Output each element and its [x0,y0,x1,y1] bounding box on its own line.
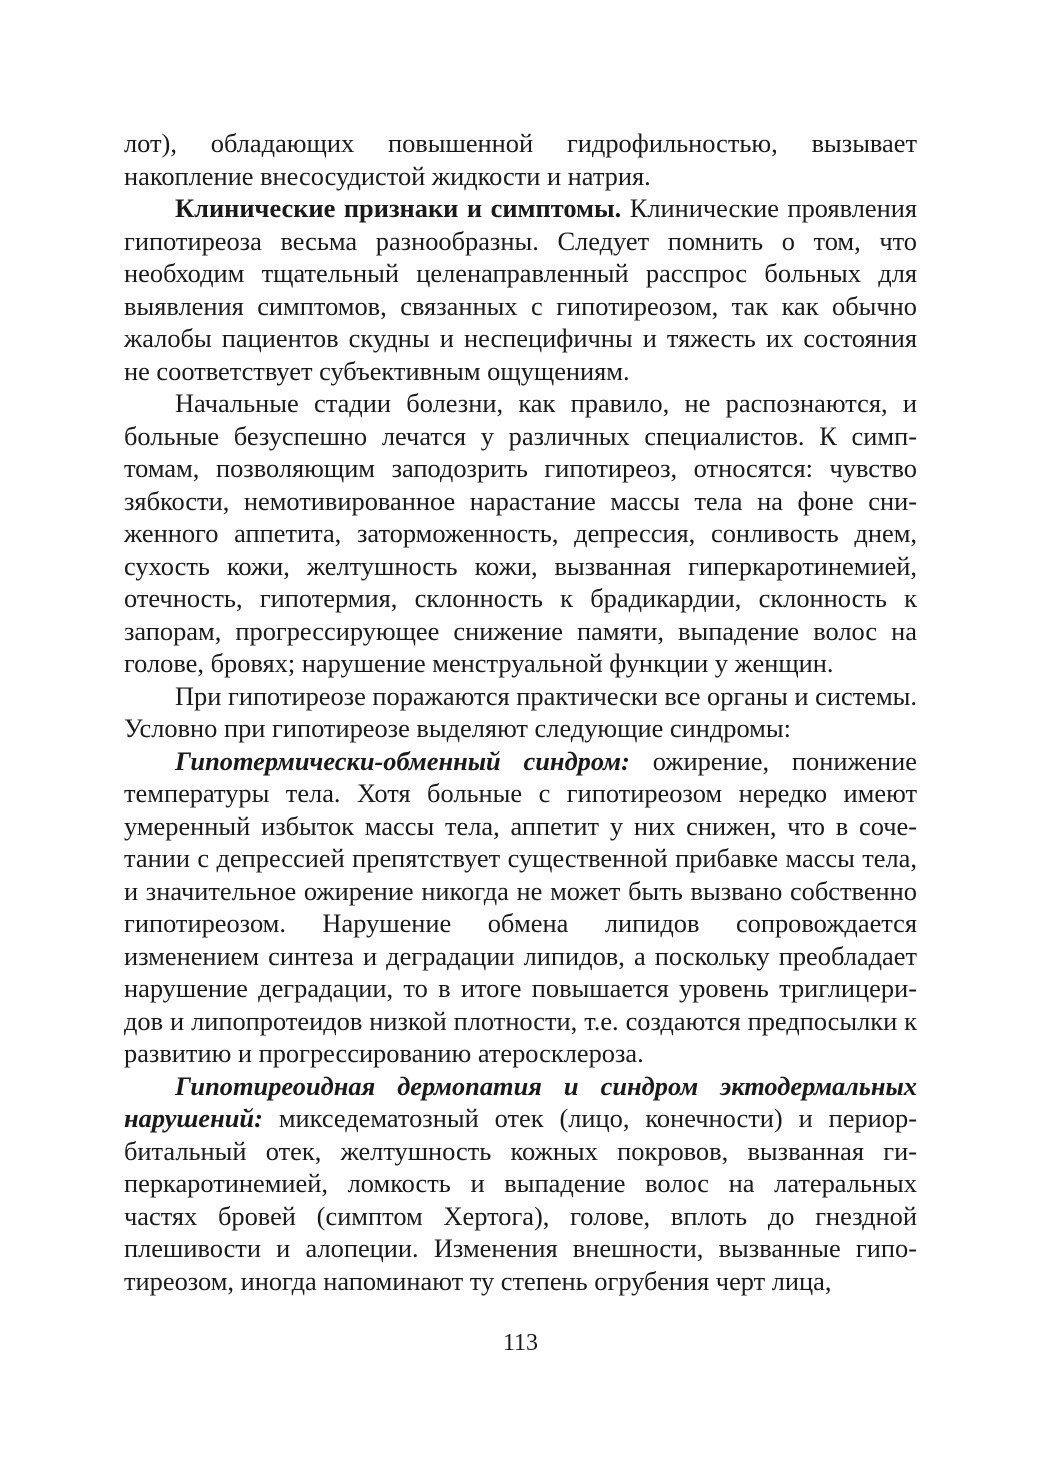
paragraph-hypothermic-syndrome-text: ожирение, понижение температуры тела. Хотя больные с гипотиреозом нередко имеют умеренный избыток массы тела, аппетит у них снижен, что в сочетании с депрессией препятствует существенной прибавке массы тела, и значительное ожирение никогда не может быть вызвано собственно гипотиреозом. Нарушение обмена липидов сопровождается изменением синтеза и деградации липидов, а поскольку преобладает нарушение деградации, то в итоге повышается уровень триглицеридов и липопротеидов низкой плотности, т.е. создаются предпосылки к развитию и прогрессированию атеросклероза. [124,745,917,1068]
heading-hypothermic-syndrome: Гипотермически-обменный синдром: [175,745,630,776]
paragraph-dermopathy [124,1070,917,1298]
heading-clinical-signs: Клинические признаки и симптомы. [175,193,622,223]
paragraph-syndromes-text: При гипотиреозе поражаются практически все органы и системы. Условно при гипотиреозе выделяют следующие синдромы: [124,680,917,743]
page-number: 113 [502,1330,539,1356]
paragraph-1 [124,127,917,192]
page-body [124,127,917,1297]
paragraph-1-text: лот), обладающих повышенной гидрофильностью, вызывает накопление внесосудистой жидкости и натрия. [124,128,917,191]
paragraph-hypothermic-syndrome [124,745,917,1070]
paragraph-dermopathy-text: микседематозный отек (лицо, конечности) и периорбитальный отек, желтушность кожных покровов, вызванная гиперкаротинемией, ломкость и выпадение волос на латеральных частях бровей (симптом Хертога), голове, вплоть до гнездной плешивости и алопеции. Изменения внешности, вызванные гипотиреозом, иногда напоминают ту степень огрубения черт лица, [124,1103,917,1296]
paragraph-syndromes [124,680,917,745]
paragraph-clinical-signs [124,192,917,387]
paragraph-initial-stages [124,387,917,680]
paragraph-clinical-signs-text: Клинические проявления гипотиреоза весьма разнообразны. Следует помнить о том, что необходим тщательный целенаправленный расспрос больных для выявления симптомов, связанных с гипотиреозом, так как обычно жалобы пациентов скудны и неспецифичны и тяжесть их состояния не соответствует субъективным ощущениям. [124,193,917,386]
heading-dermopathy: Гипотиреоидная дермопатия и синдром эктодермальных нарушений: [124,1070,917,1133]
paragraph-initial-stages-text: Начальные стадии болезни, как правило, не распознаются, и больные безуспешно лечатся у различных специалистов. К симптомам, позволяющим заподозрить гипотиреоз, относятся: чувство зябкости, немотивированное нарастание массы тела на фоне сниженного аппетита, заторможенность, депрессия, сонливость днем, сухость кожи, желтушность кожи, вызванная гиперкаротинемией, отечность, гипотермия, склонность к брадикардии, склонность к запорам, прогрессирующее снижение памяти, выпадение волос на голове, бровях; нарушение менструальной функции у женщин. [124,388,917,678]
